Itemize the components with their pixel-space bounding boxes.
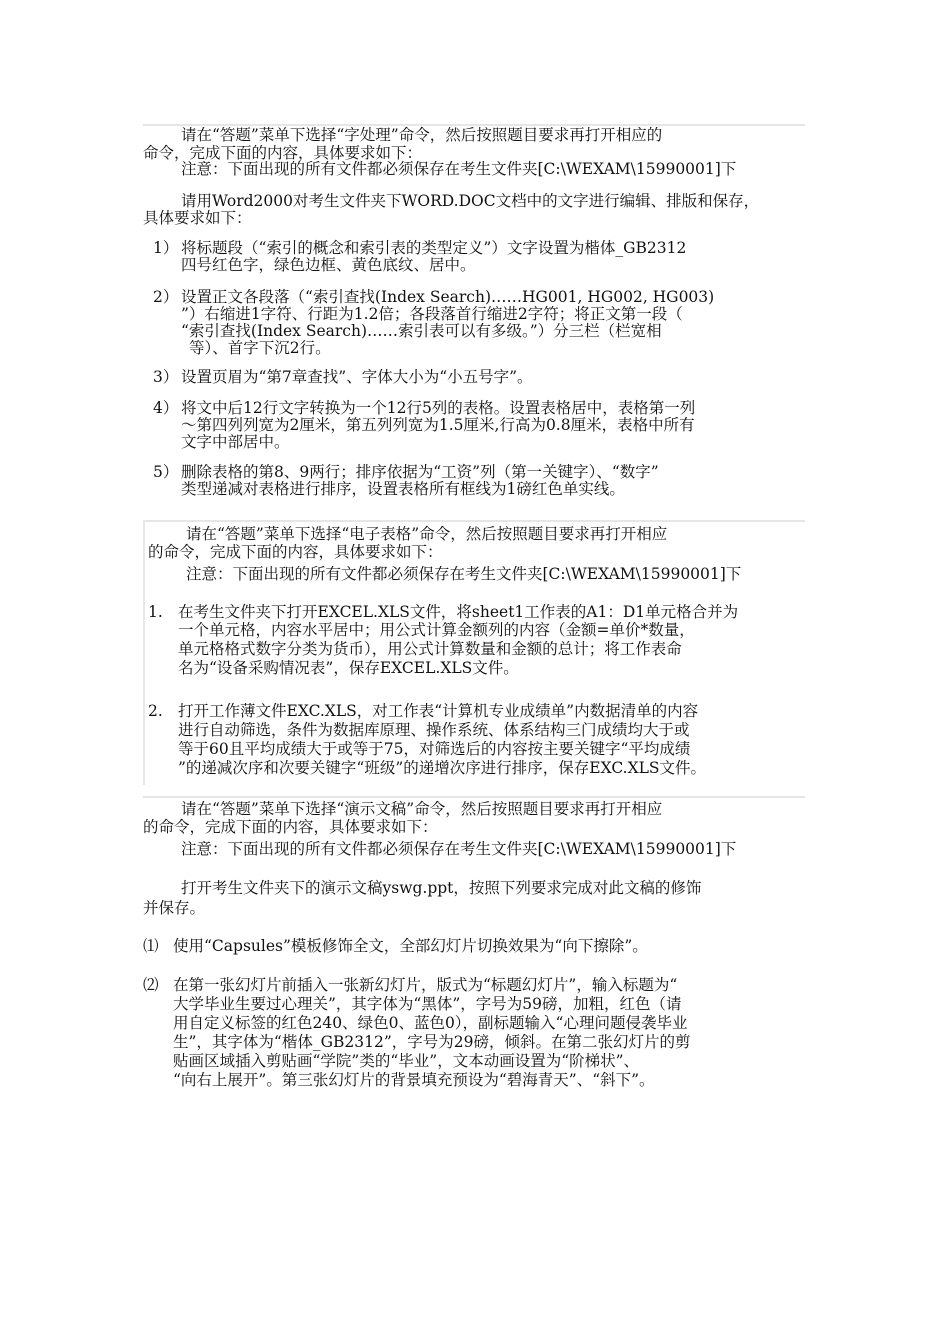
section-divider <box>143 520 805 522</box>
note-text: 注意：下面出现的所有文件都必须保存在考生文件夹[C:\WEXAM\15990001]下 <box>181 840 737 858</box>
list-number: 2. <box>148 702 163 720</box>
list-number: 1. <box>148 603 163 621</box>
list-number: ⑴ <box>143 937 159 955</box>
list-item: 将文中后12行文字转换为一个12行5列的表格。设置表格居中，表格第一列 <box>181 399 696 417</box>
list-item: 设置页眉为“第7章查找”、字体大小为“小五号字”。 <box>181 368 533 386</box>
task-text: 打开考生文件夹下的演示文稿yswg.ppt，按照下列要求完成对此文稿的修饰 <box>181 879 702 897</box>
list-item: “索引查找(Index Search)……索引表可以有多级。”）分三栏（栏宽相 <box>181 322 662 340</box>
list-item: 打开工作薄文件EXC.XLS，对工作表“计算机专业成绩单”内数据清单的内容 <box>178 702 699 720</box>
list-item: 四号红色字，绿色边框、黄色底纹、居中。 <box>181 256 476 274</box>
intro-text: 的命令，完成下面的内容，具体要求如下： <box>143 818 438 836</box>
list-item: 用自定义标签的红色240、绿色0、蓝色0），副标题输入“心理问题侵袭毕业 <box>173 1014 688 1032</box>
list-number: 1） <box>153 239 179 257</box>
intro-text: 的命令，完成下面的内容，具体要求如下： <box>148 543 443 561</box>
section-divider <box>143 796 805 798</box>
list-item: 等于60且平均成绩大于或等于75，对筛选后的内容按主要关键字“平均成绩 <box>178 740 691 758</box>
list-item: 在考生文件夹下打开EXCEL.XLS文件，将sheet1工作表的A1：D1单元格合并为 <box>178 603 739 621</box>
list-item: 一个单元格，内容水平居中；用公式计算金额列的内容（金额=单价*数量， <box>178 621 695 639</box>
note-text: 注意：下面出现的所有文件都必须保存在考生文件夹[C:\WEXAM\15990001]下 <box>181 160 737 178</box>
list-item: 文字中部居中。 <box>181 433 290 451</box>
list-item: ”）右缩进1字符、行距为1.2倍；各段落首行缩进2字符；将正文第一段（ <box>181 305 683 323</box>
list-item: ～第四列列宽为2厘米，第五列列宽为1.5厘米,行高为0.8厘米，表格中所有 <box>181 416 695 434</box>
task-text: 请用Word2000对考生文件夹下WORD.DOC文档中的文字进行编辑、排版和保存， <box>181 192 760 210</box>
list-item: 删除表格的第8、9两行；排序依据为“工资”列（第一关键字）、“数字” <box>181 463 659 481</box>
section-border <box>143 520 145 785</box>
list-number: ⑵ <box>143 976 159 994</box>
list-item: ”的递减次序和次要关键字“班级”的递增次序进行排序，保存EXC.XLS文件。 <box>178 759 707 777</box>
intro-text: 请在“答题”菜单下选择“电子表格”命令，然后按照题目要求再打开相应 <box>186 525 668 543</box>
list-item: 大学毕业生要过心理关”，其字体为“黑体”，字号为59磅，加粗，红色（请 <box>173 995 682 1013</box>
list-item: 使用“Capsules”模板修饰全文，全部幻灯片切换效果为“向下擦除”。 <box>173 937 648 955</box>
list-item: “向右上展开”。第三张幻灯片的背景填充预设为“碧海青天”、“斜下”。 <box>173 1071 655 1089</box>
list-number: 4） <box>153 399 179 417</box>
list-number: 5） <box>153 463 179 481</box>
list-item: 单元格格式数字分类为货币），用公式计算数量和金额的总计；将工作表命 <box>178 640 682 658</box>
intro-text: 命令，完成下面的内容，具体要求如下： <box>143 144 423 162</box>
list-item: 生”，其字体为“楷体_GB2312”，字号为29磅，倾斜。在第二张幻灯片的剪 <box>173 1033 691 1051</box>
list-number: 3） <box>153 368 179 386</box>
task-text: 具体要求如下： <box>143 209 252 227</box>
task-text: 并保存。 <box>143 899 206 917</box>
intro-text: 请在“答题”菜单下选择“字处理”命令，然后按照题目要求再打开相应的 <box>181 126 663 144</box>
list-item: 类型递减对表格进行排序，设置表格所有框线为1磅红色单实线。 <box>181 480 625 498</box>
list-item: 设置正文各段落（“索引查找(Index Search)……HG001, HG002, HG003) <box>181 288 715 306</box>
list-number: 2） <box>153 288 179 306</box>
list-item: 贴画区域插入剪贴画“学院”类的“毕业”，文本动画设置为“阶梯状”、 <box>173 1052 640 1070</box>
list-item: 名为“设备采购情况表”，保存EXCEL.XLS文件。 <box>178 659 519 677</box>
list-item: 等）、首字下沉2行。 <box>189 339 331 357</box>
note-text: 注意：下面出现的所有文件都必须保存在考生文件夹[C:\WEXAM\15990001]下 <box>186 565 742 583</box>
list-item: 在第一张幻灯片前插入一张新幻灯片，版式为“标题幻灯片”，输入标题为“ <box>173 976 678 994</box>
intro-text: 请在“答题”菜单下选择“演示文稿”命令，然后按照题目要求再打开相应 <box>181 800 663 818</box>
list-item: 将标题段（“索引的概念和索引表的类型定义”）文字设置为楷体_GB2312 <box>181 239 687 257</box>
list-item: 进行自动筛选，条件为数据库原理、操作系统、体系结构三门成绩均大于或 <box>178 721 690 739</box>
